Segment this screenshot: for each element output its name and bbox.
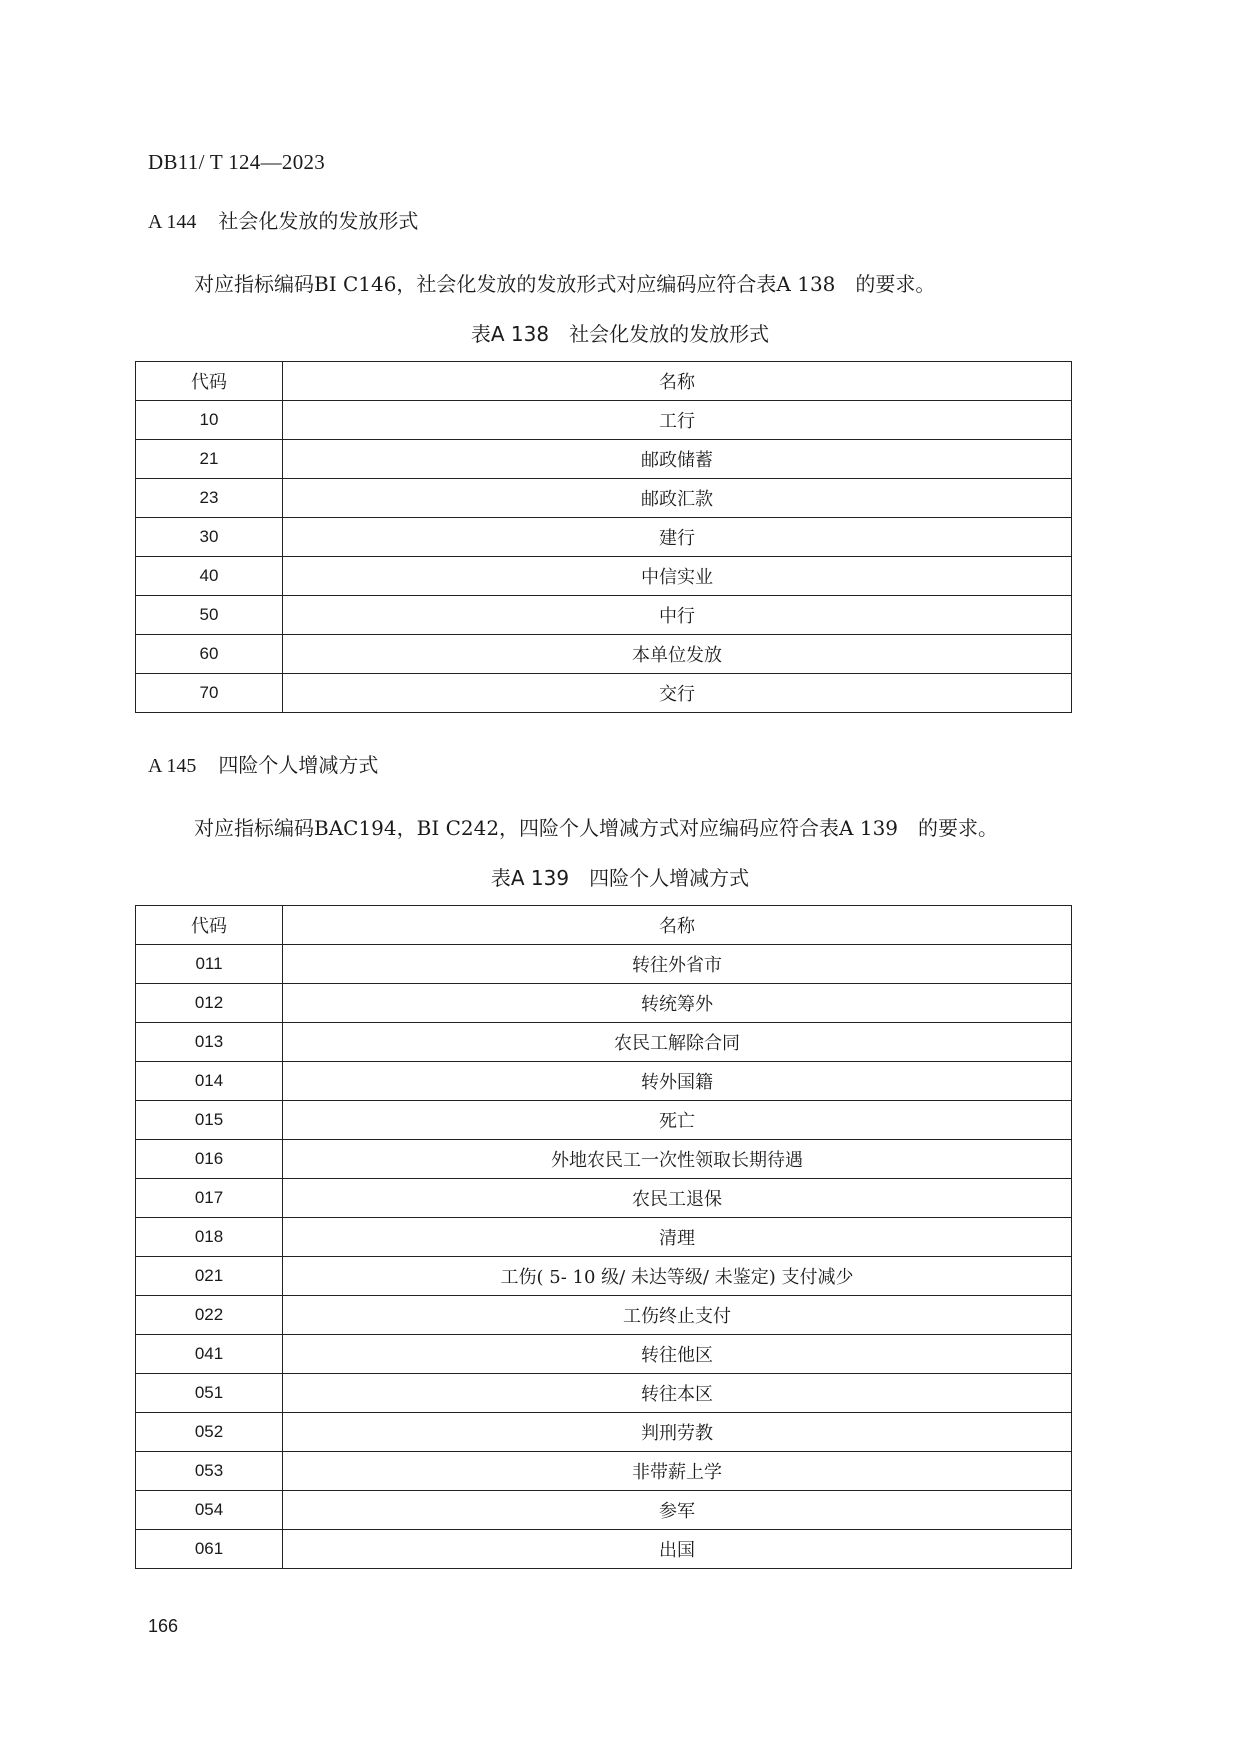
name-cell: 工行 [283, 401, 1072, 440]
name-cell: 工伤( 5- 10 级/ 未达等级/ 未鉴定) 支付减少 [283, 1257, 1072, 1296]
name-cell: 判刑劳教 [283, 1413, 1072, 1452]
code-table-a138 [135, 361, 1072, 713]
name-cell: 建行 [283, 518, 1072, 557]
code-cell: 70 [136, 674, 283, 713]
code-cell: 40 [136, 557, 283, 596]
code-cell: 022 [136, 1296, 283, 1335]
section-title-text: 四险个人增减方式 [218, 753, 379, 777]
table-row [136, 1530, 1072, 1569]
page-number: 166 [148, 1616, 179, 1636]
name-cell: 转外国籍 [283, 1062, 1072, 1101]
table-row [136, 518, 1072, 557]
table-row [136, 557, 1072, 596]
name-cell: 转往本区 [283, 1374, 1072, 1413]
table-row [136, 1023, 1072, 1062]
table-row [136, 1218, 1072, 1257]
table-row [136, 1296, 1072, 1335]
table-row [136, 1374, 1072, 1413]
code-cell: 60 [136, 635, 283, 674]
name-cell: 中信实业 [283, 557, 1072, 596]
code-cell: 021 [136, 1257, 283, 1296]
code-cell: 061 [136, 1530, 283, 1569]
code-cell: 23 [136, 479, 283, 518]
table-row [136, 596, 1072, 635]
table-row [136, 1413, 1072, 1452]
code-cell: 011 [136, 945, 283, 984]
section-number: A 145 [148, 755, 197, 777]
table-row [136, 1062, 1072, 1101]
column-header-name: 名称 [283, 362, 1072, 401]
code-cell: 50 [136, 596, 283, 635]
name-cell: 转往他区 [283, 1335, 1072, 1374]
code-cell: 051 [136, 1374, 283, 1413]
document-id: DB11/ T 124—2023 [148, 150, 326, 174]
name-cell: 中行 [283, 596, 1072, 635]
table-caption: 表A 138 社会化发放的发放形式 [470, 322, 770, 346]
name-cell: 农民工退保 [283, 1179, 1072, 1218]
section-title-a144 [148, 205, 418, 234]
code-cell: 21 [136, 440, 283, 479]
table-row [136, 1335, 1072, 1374]
name-cell: 农民工解除合同 [283, 1023, 1072, 1062]
table-body [136, 401, 1072, 713]
table-row [136, 945, 1072, 984]
section-paragraph: 对应指标编码BI C146，社会化发放的发放形式对应编码应符合表A 138 的要求。 [194, 272, 936, 296]
table-row [136, 984, 1072, 1023]
table-row [136, 1101, 1072, 1140]
column-header-name: 名称 [283, 906, 1072, 945]
code-cell: 052 [136, 1413, 283, 1452]
name-cell: 出国 [283, 1530, 1072, 1569]
table-row [136, 1257, 1072, 1296]
column-header-code: 代码 [136, 906, 283, 945]
table-row [136, 440, 1072, 479]
name-cell: 转统筹外 [283, 984, 1072, 1023]
code-cell: 054 [136, 1491, 283, 1530]
name-cell: 邮政储蓄 [283, 440, 1072, 479]
table-row [136, 1179, 1072, 1218]
column-header-code: 代码 [136, 362, 283, 401]
section-number: A 144 [148, 211, 197, 233]
section-title-text: 社会化发放的发放形式 [218, 209, 419, 233]
table-row [136, 1491, 1072, 1530]
code-cell: 014 [136, 1062, 283, 1101]
code-cell: 053 [136, 1452, 283, 1491]
table-row [136, 635, 1072, 674]
code-cell: 015 [136, 1101, 283, 1140]
name-cell: 本单位发放 [283, 635, 1072, 674]
table-row [136, 401, 1072, 440]
table-row [136, 479, 1072, 518]
table-row [136, 674, 1072, 713]
section-title-a145 [148, 749, 378, 778]
name-cell: 转往外省市 [283, 945, 1072, 984]
code-cell: 013 [136, 1023, 283, 1062]
code-cell: 018 [136, 1218, 283, 1257]
code-cell: 10 [136, 401, 283, 440]
name-cell: 参军 [283, 1491, 1072, 1530]
table-row [136, 1140, 1072, 1179]
table-caption: 表A 139 四险个人增减方式 [490, 866, 750, 890]
name-cell: 外地农民工一次性领取长期待遇 [283, 1140, 1072, 1179]
name-cell: 清理 [283, 1218, 1072, 1257]
code-table-a139 [135, 905, 1072, 1569]
code-cell: 30 [136, 518, 283, 557]
name-cell: 死亡 [283, 1101, 1072, 1140]
code-cell: 017 [136, 1179, 283, 1218]
name-cell: 非带薪上学 [283, 1452, 1072, 1491]
code-cell: 012 [136, 984, 283, 1023]
code-cell: 016 [136, 1140, 283, 1179]
table-row [136, 1452, 1072, 1491]
name-cell: 邮政汇款 [283, 479, 1072, 518]
section-paragraph: 对应指标编码BAC194，BI C242，四险个人增减方式对应编码应符合表A 139 的要求。 [194, 816, 999, 840]
table-body [136, 945, 1072, 1569]
code-cell: 041 [136, 1335, 283, 1374]
name-cell: 工伤终止支付 [283, 1296, 1072, 1335]
name-cell: 交行 [283, 674, 1072, 713]
